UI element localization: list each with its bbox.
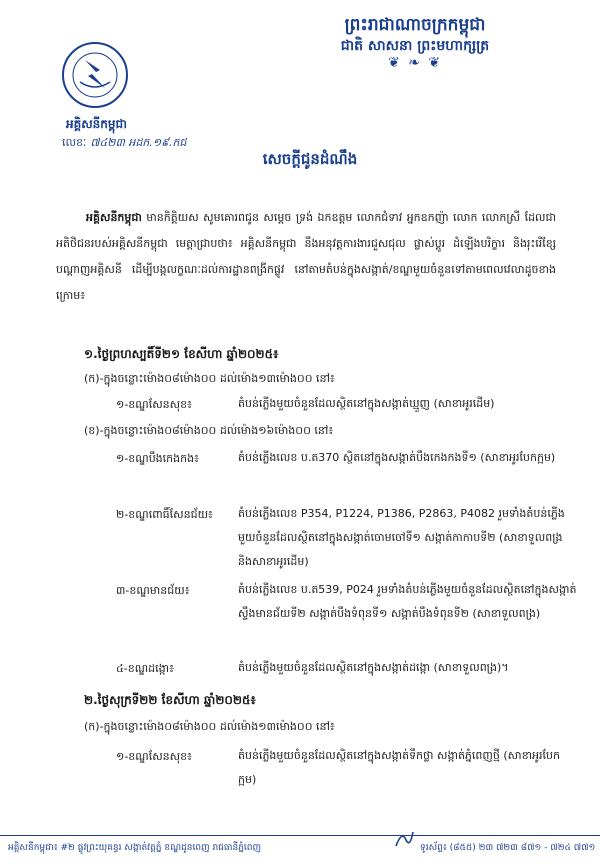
day-2-heading: ២.ថ្ងៃសុក្រទី២២ ខែសីហា ឆ្នាំ២០២៥៖	[84, 693, 256, 707]
edc-logo-icon	[50, 40, 140, 110]
reference-value: ៧៤២៣ អដក.១៩.កជ	[90, 136, 187, 149]
day-2-slot-a: (ក)-ក្នុងចន្លោះម៉ោង០៨ម៉ោង០០ ដល់ម៉ោង១៣ម៉ោង០០ នៅ៖	[84, 720, 335, 733]
national-motto: ជាតិ សាសនា ព្រះមហាក្សត្រ	[340, 38, 490, 54]
footer-phone: ទូរស័ព្ទ៖ (៨៥៥) ២៣ ៧២៣ ៨៧១ - ៧២៤ ៧៧១	[420, 843, 596, 853]
day-1-heading: ១.ថ្ងៃព្រហស្បតិ៍ទី២១ ខែសីហា ឆ្នាំ២០២៥៖	[84, 347, 279, 361]
intro-text: មានកិត្តិយស សូមគោរពជូន សម្តេច ទ្រង់ ឯកឧត្តម លោកជំទាវ អ្នកឧកញ៉ា លោក លោកស្រី ដែលជាអតិថិជនរបស់អគ្គិសនីកម្ពុជា មេត្តាជ្រាបថា៖ អគ្គិសនីកម្ពុជា នឹងអនុវត្តការងារជួសជុល ផ្លាស់ប្តូរ ដំឡើងបរិក្ខារ និងរុះរើខ្សែបណ្តាញអគ្គិសនី ដើម្បីបង្កលក្ខណៈដល់ការដ្ឋានពង្រីកផ្លូវ នៅតាមតំបន់ក្នុងសង្កាត់/ខណ្ឌមួយចំនួនទៅតាមពេលវេលាដូចខាងក្រោម៖	[56, 211, 556, 302]
footer-divider	[0, 835, 600, 836]
document-title: សេចក្តីជូនដំណឹង	[262, 150, 358, 168]
intro-paragraph	[56, 205, 556, 309]
day-1-slot-b-area-2-desc: តំបន់ភ្លើងលេខ P354, P1224, P1386, P2863, P4082 រួមទាំងតំបន់ភ្លើងមួយចំនួនដែលស្ថិតនៅក្នុងសង្កាត់ចោមចៅទី១ សង្កាត់កាកាបទី២ (សាខាទួលពង្រ និងសាខាអូរដើម)	[238, 507, 565, 568]
day-1-slot-b-area-1-desc: តំបន់ភ្លើងលេខ ប.ត370 ស្ថិតនៅក្នុងសង្កាត់បឹងកេងកងទី១ (សាខាអូរបែកក្អម)	[238, 451, 556, 464]
day-1-slot-b-area-3-desc: តំបន់ភ្លើងលេខ ប.ត539, P024 រួមទាំងតំបន់ភ្លើងមួយចំនួនដែលស្ថិតនៅក្នុងសង្កាត់ស្ទឹងមានជ័យទី២ សង្កាត់បឹងទំពុនទី១ សង្កាត់បឹងទំពុនទី២ (សាខាទួលពង្រ)	[238, 583, 577, 620]
reference-label: លេខៈ	[62, 136, 87, 149]
signature-mark-icon	[392, 826, 416, 852]
kingdom-title: ព្រះរាជាណាចក្រកម្ពុជា	[344, 15, 486, 35]
intro-org-name: អគ្គិសនីកម្ពុជា	[86, 211, 142, 224]
day-1-slot-a-area-1-desc: តំបន់ភ្លើងមួយចំនួនដែលស្ថិតនៅក្នុងសង្កាត់ឃ្មួញ (សាខាអូរដើម)	[238, 397, 495, 410]
day-1-slot-b-area-4-name: ៤-ខណ្ឌដង្កោ៖	[116, 662, 174, 675]
day-1-slot-b: (ខ)-ក្នុងចន្លោះម៉ោង០៨ម៉ោង០០ ដល់ម៉ោង១៦ម៉ោង០០ នៅ៖	[84, 424, 334, 437]
day-1-slot-b-area-4-desc: តំបន់ភ្លើងមួយចំនួនដែលស្ថិតនៅក្នុងសង្កាត់ដង្កោ (សាខាទួលពង្រ)។	[238, 661, 509, 674]
header-ornament: ❦ ❧ ❦	[387, 55, 443, 71]
day-1-slot-b-area-2-name: ២-ខណ្ឌពោធិ៍សែនជ័យ៖	[116, 508, 213, 521]
day-2-slot-a-area-1-name: ១-ខណ្ឌសែនសុខ៖	[116, 750, 192, 763]
reference-number	[62, 136, 186, 152]
day-1-slot-a-area-1-name: ១-ខណ្ឌសែនសុខ៖	[116, 398, 192, 411]
day-1-slot-b-area-1-name: ១-ខណ្ឌបឹងកេងកង៖	[116, 452, 199, 465]
day-1-slot-a: (ក)-ក្នុងចន្លោះម៉ោង០៨ម៉ោង០០ ដល់ម៉ោង១៣ម៉ោង០០ នៅ៖	[84, 372, 335, 385]
footer-address: អគ្គិសនីកម្ពុជា៖ #២ ផ្លូវព្រះយុគន្ធរ សង្កាត់វត្តភ្នំ ខណ្ឌដូនពេញ រាជធានីភ្នំពេញ	[8, 843, 262, 853]
day-1-slot-b-area-3-name: ៣-ខណ្ឌមានជ័យ៖	[116, 584, 190, 597]
kingdom-header	[300, 14, 530, 70]
organization-name: អគ្គិសនីកម្ពុជា	[66, 117, 127, 131]
day-2-slot-a-area-1-desc: តំបន់ភ្លើងមួយចំនួនដែលស្ថិតនៅក្នុងសង្កាត់ទឹកថ្លា សង្កាត់ភ្នំពេញថ្មី (សាខាអូរបែកក្អម)	[238, 749, 561, 786]
